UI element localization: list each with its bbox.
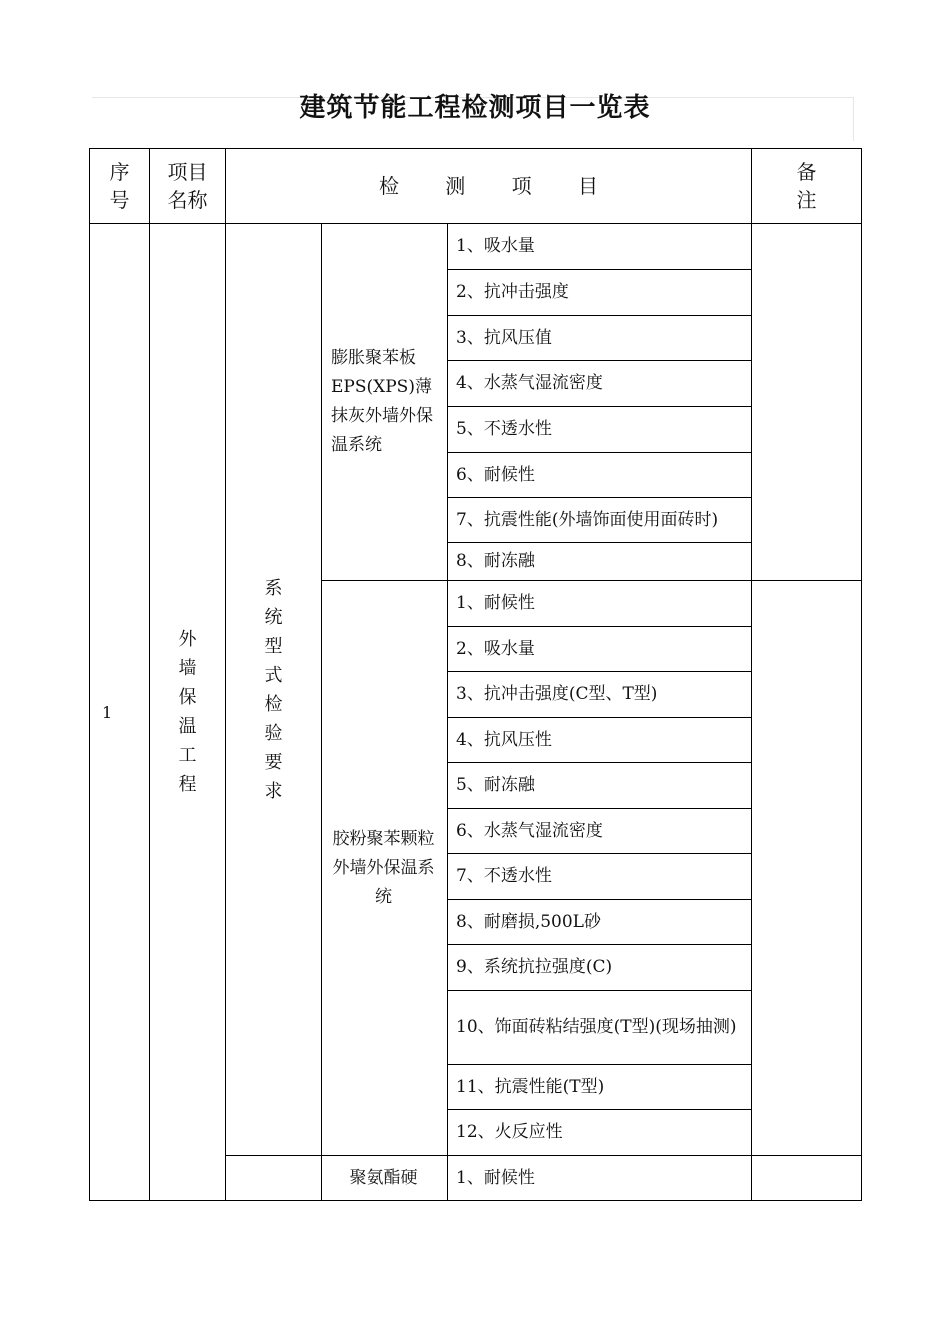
list-item: 12、火反应性 [448, 1110, 752, 1156]
list-item: 2、抗冲击强度 [448, 270, 752, 316]
list-item: 2、吸水量 [448, 627, 752, 672]
table-header-row [90, 149, 862, 224]
list-item: 1、耐候性 [448, 581, 752, 627]
list-item: 7、抗震性能(外墙饰面使用面砖时) [448, 498, 752, 543]
list-item: 5、耐冻融 [448, 763, 752, 809]
list-item: 11、抗震性能(T型) [448, 1065, 752, 1110]
remark-cell [752, 1156, 862, 1201]
list-item: 4、抗风压性 [448, 718, 752, 763]
system-name-eps: 膨胀聚苯板EPS(XPS)薄抹灰外墙外保温系统 [322, 224, 448, 581]
list-item: 8、耐磨损,500L砂 [448, 900, 752, 945]
system-name-polyurethane: 聚氨酯硬 [322, 1156, 448, 1201]
remark-cell [752, 581, 862, 1156]
list-item: 5、不透水性 [448, 407, 752, 453]
row-seq: 1 [90, 224, 150, 1201]
header-seq: 序 号 [90, 149, 150, 224]
project-name-cell: 外 墙 保 温 工 程 [150, 224, 226, 1201]
list-item: 1、吸水量 [448, 224, 752, 270]
list-item: 1、耐候性 [448, 1156, 752, 1201]
header-inspection-items: 检 测 项 目 [226, 149, 752, 224]
header-remark: 备 注 [752, 149, 862, 224]
system-name-rubber-powder: 胶粉聚苯颗粒外墙外保温系统 [322, 581, 448, 1156]
list-item: 8、耐冻融 [448, 543, 752, 581]
list-item: 3、抗冲击强度(C型、T型) [448, 672, 752, 718]
category-cell: 系 统 型 式 检 验 要 求 [226, 224, 322, 1156]
list-item: 6、耐候性 [448, 453, 752, 498]
list-item: 6、水蒸气湿流密度 [448, 809, 752, 854]
list-item: 10、饰面砖粘结强度(T型)(现场抽测) [448, 991, 752, 1065]
list-item: 7、不透水性 [448, 854, 752, 900]
inspection-table [89, 148, 862, 1201]
table-row [90, 224, 862, 270]
remark-cell [752, 224, 862, 581]
header-project-name: 项目 名称 [150, 149, 226, 224]
list-item: 3、抗风压值 [448, 316, 752, 361]
page-title: 建筑节能工程检测项目一览表 [299, 93, 651, 123]
list-item: 4、水蒸气湿流密度 [448, 361, 752, 407]
list-item: 9、系统抗拉强度(C) [448, 945, 752, 991]
category-cell-continued [226, 1156, 322, 1201]
